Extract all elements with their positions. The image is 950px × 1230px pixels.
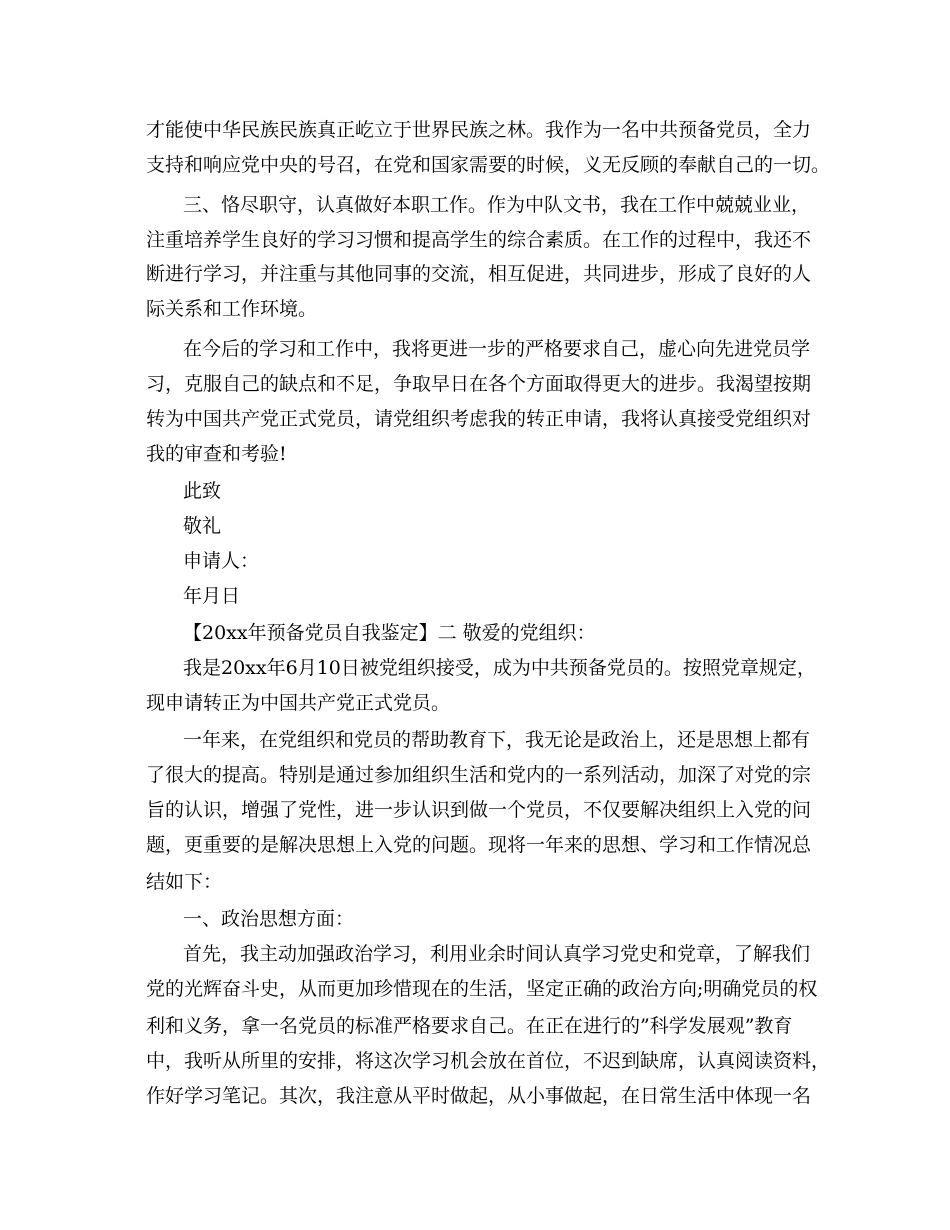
text-line: 习，克服自己的缺点和不足，争取早日在各个方面取得更大的进步。我渴望按期: [146, 373, 812, 395]
text-line: 在今后的学习和工作中，我将更进一步的严格要求自己，虚心向先进党员学: [183, 338, 811, 360]
text-line: 际关系和工作环境。: [146, 298, 318, 320]
text-line: 旨的认识，增强了党性，进一步认识到做一个党员，不仅要解决组织上入党的问: [146, 799, 812, 821]
section-heading: 【20xx年预备党员自我鉴定】二 敬爱的党组织：: [183, 622, 596, 644]
text-line: 此致: [183, 480, 222, 502]
text-line: 三、恪尽职守，认真做好本职工作。作为中队文书，我在工作中兢兢业业，: [183, 194, 811, 216]
text-line: 转为中国共产党正式党员，请党组织考虑我的转正申请，我将认真接受党组织对: [146, 408, 812, 430]
text-line: 我的审查和考验!: [146, 443, 287, 465]
text-line: 作好学习笔记。其次，我注意从平时做起，从小事做起，在日常生活中体现一名: [146, 1085, 812, 1107]
text-line: 现申请转正为中国共产党正式党员。: [146, 692, 451, 714]
text-line: 利和义务，拿一名党员的标准严格要求自己。在正在进行的”科学发展观”教育: [146, 1015, 793, 1037]
text-line: 我是20xx年6月10日被党组织接受，成为中共预备党员的。按照党章规定，: [183, 657, 816, 679]
text-line: 题，更重要的是解决思想上入党的问题。现将一年来的思想、学习和工作情况总: [146, 834, 812, 856]
text-line: 首先，我主动加强政治学习，利用业余时间认真学习党史和党章，了解我们: [183, 943, 811, 965]
text-line: 才能使中华民族民族真正屹立于世界民族之林。我作为一名中共预备党员，全力: [146, 119, 812, 141]
text-line: 支持和响应党中央的号召，在党和国家需要的时候，义无反顾的奉献自己的一切。: [146, 154, 831, 176]
text-line: 一年来，在党组织和党员的帮助教育下，我无论是政治上，还是思想上都有: [183, 729, 811, 751]
text-line: 党的光辉奋斗史，从而更加珍惜现在的生活，坚定正确的政治方向;明确党员的权: [146, 978, 818, 1000]
text-line: 注重培养学生良好的学习习惯和提高学生的综合素质。在工作的过程中，我还不: [146, 229, 812, 251]
text-line: 申请人：: [183, 550, 260, 572]
text-line: 一、政治思想方面：: [183, 908, 355, 930]
text-line: 了很大的提高。特别是通过参加组织生活和党内的一系列活动，加深了对党的宗: [146, 764, 812, 786]
text-line: 敬礼: [183, 515, 222, 537]
text-line: 中，我听从所里的安排，将这次学习机会放在首位，不迟到缺席，认真阅读资料，: [146, 1050, 831, 1072]
text-line: 年月日: [183, 585, 241, 607]
text-line: 结如下：: [146, 871, 223, 893]
text-line: 断进行学习，并注重与其他同事的交流，相互促进，共同进步，形成了良好的人: [146, 263, 812, 285]
